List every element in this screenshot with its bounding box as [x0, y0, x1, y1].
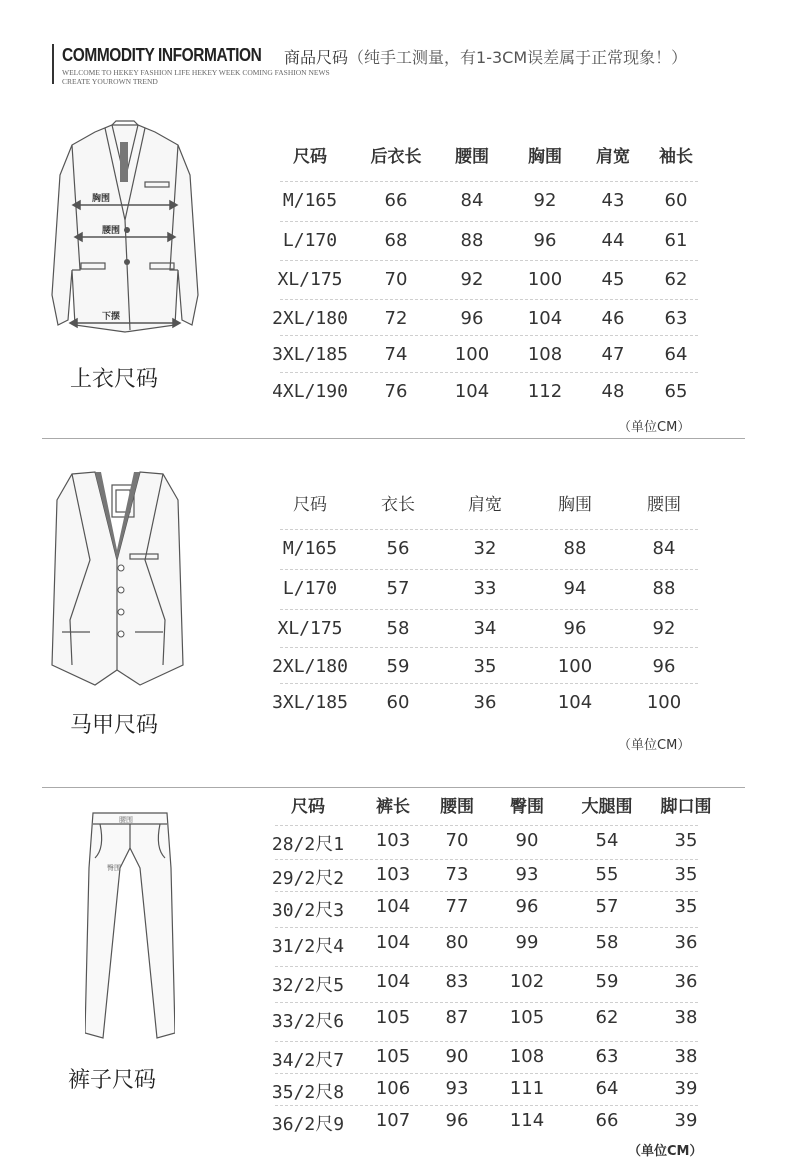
- pants-unit: （单位CM）: [628, 1144, 703, 1159]
- jacket-table-cell: 43: [601, 190, 625, 211]
- table-row-divider: [280, 683, 698, 684]
- jacket-table-cell: 76: [384, 381, 408, 402]
- vest-table-cell: 104: [557, 692, 593, 713]
- jacket-table-cell: 100: [454, 344, 490, 365]
- pants-table-cell: 96: [515, 896, 539, 917]
- table-row-divider: [275, 1073, 698, 1074]
- pants-table-cell: 103: [375, 830, 411, 851]
- vest-table-cell: 60: [386, 692, 410, 713]
- pants-table-cell: 33/2尺6: [271, 1011, 345, 1032]
- table-row-divider: [280, 372, 698, 373]
- pants-header-cell: 裤长: [376, 797, 410, 817]
- table-row-divider: [280, 609, 698, 610]
- pants-table-cell: 38: [674, 1007, 698, 1028]
- vest-unit: （单位CM）: [618, 738, 691, 753]
- jacket-table-cell: 64: [664, 344, 688, 365]
- pants-header-cell: 臀围: [510, 797, 544, 817]
- pants-table-cell: 104: [375, 896, 411, 917]
- pants-table-cell: 66: [595, 1110, 619, 1131]
- pants-table-cell: 58: [595, 932, 619, 953]
- table-row-divider: [275, 825, 698, 826]
- section-divider: [42, 787, 745, 788]
- header-sub-line1: WELCOME TO HEKEY FASHION LIFE HEKEY WEEK COMING FASHION NEWS: [62, 68, 330, 77]
- pants-table-cell: 87: [445, 1007, 469, 1028]
- jacket-table-cell: 3XL/185: [272, 344, 348, 365]
- vest-table-cell: 94: [563, 578, 587, 599]
- vest-table-cell: 3XL/185: [272, 692, 348, 713]
- pants-header-cell: 尺码: [291, 797, 325, 817]
- vest-header-cell: 腰围: [647, 495, 681, 515]
- vest-table-cell: XL/175: [277, 618, 343, 639]
- vest-table-cell: 100: [557, 656, 593, 677]
- jacket-table-cell: 65: [664, 381, 688, 402]
- pants-table-cell: 96: [445, 1110, 469, 1131]
- pants-table-cell: 104: [375, 971, 411, 992]
- vest-table-cell: M/165: [282, 538, 338, 559]
- table-row-divider: [275, 891, 698, 892]
- vest-table-cell: 88: [652, 578, 676, 599]
- jacket-table-cell: 84: [460, 190, 484, 211]
- pants-table-cell: 83: [445, 971, 469, 992]
- pants-table-cell: 35/2尺8: [271, 1082, 345, 1103]
- vest-table-cell: 57: [386, 578, 410, 599]
- pants-table-cell: 80: [445, 932, 469, 953]
- table-row-divider: [280, 181, 698, 182]
- vest-table-cell: 96: [652, 656, 676, 677]
- vest-table-cell: 84: [652, 538, 676, 559]
- pants-table-cell: 28/2尺1: [271, 834, 345, 855]
- pants-table-cell: 29/2尺2: [271, 868, 345, 889]
- jacket-table-cell: 96: [533, 230, 557, 251]
- jacket-table-cell: 47: [601, 344, 625, 365]
- jacket-table-cell: 112: [527, 381, 563, 402]
- jacket-table-cell: 100: [527, 269, 563, 290]
- jacket-unit: （单位CM）: [618, 420, 691, 435]
- vest-table-cell: 33: [473, 578, 497, 599]
- jacket-table-cell: 2XL/180: [272, 308, 348, 329]
- vest-table-cell: 34: [473, 618, 497, 639]
- vest-table-cell: 2XL/180: [272, 656, 348, 677]
- table-row-divider: [275, 1105, 698, 1106]
- jacket-table-cell: 104: [527, 308, 563, 329]
- pants-table-cell: 57: [595, 896, 619, 917]
- table-row-divider: [275, 859, 698, 860]
- vest-size-label: 马甲尺码: [70, 713, 159, 738]
- pants-table-cell: 35: [674, 896, 698, 917]
- jacket-table-cell: 48: [601, 381, 625, 402]
- vest-table-cell: 88: [563, 538, 587, 559]
- pants-table-cell: 30/2尺3: [271, 900, 345, 921]
- jacket-table-cell: 60: [664, 190, 688, 211]
- jacket-illustration: [50, 120, 200, 345]
- pants-header-cell: 脚口围: [660, 797, 712, 817]
- vest-header-cell: 肩宽: [468, 495, 502, 515]
- pants-table-cell: 39: [674, 1078, 698, 1099]
- pants-table-cell: 77: [445, 896, 469, 917]
- header-note: （纯手工测量，有1-3CM误差属于正常现象！）: [348, 48, 688, 67]
- header-title-en: COMMODITY INFORMATION: [62, 45, 262, 65]
- jacket-illus-chest: 胸围: [92, 194, 111, 204]
- jacket-table-cell: 62: [664, 269, 688, 290]
- jacket-table-cell: 46: [601, 308, 625, 329]
- jacket-table-cell: M/165: [282, 190, 338, 211]
- header-title-cn: [284, 45, 687, 68]
- jacket-size-label: 上衣尺码: [70, 367, 159, 392]
- header-sub-line2: CREATE YOUROWN TREND: [62, 77, 158, 86]
- pants-table-cell: 36: [674, 971, 698, 992]
- jacket-table-cell: 92: [533, 190, 557, 211]
- table-row-divider: [275, 1041, 698, 1042]
- jacket-table-cell: 104: [454, 381, 490, 402]
- vest-table-cell: 92: [652, 618, 676, 639]
- jacket-table-cell: 108: [527, 344, 563, 365]
- pants-table-cell: 105: [509, 1007, 545, 1028]
- pants-table-cell: 59: [595, 971, 619, 992]
- table-row-divider: [280, 647, 698, 648]
- jacket-header-cell: 后衣长: [370, 147, 422, 167]
- jacket-illus-waist: 腰围: [102, 226, 121, 236]
- pants-table-cell: 107: [375, 1110, 411, 1131]
- pants-table-cell: 36/2尺9: [271, 1114, 345, 1135]
- vest-table-cell: 32: [473, 538, 497, 559]
- pants-table-cell: 36: [674, 932, 698, 953]
- pants-table-cell: 90: [445, 1046, 469, 1067]
- pants-table-cell: 90: [515, 830, 539, 851]
- pants-header-cell: 大腿围: [581, 797, 633, 817]
- vest-header-cell: 衣长: [381, 495, 415, 515]
- pants-table-cell: 103: [375, 864, 411, 885]
- pants-table-cell: 106: [375, 1078, 411, 1099]
- jacket-table-cell: 92: [460, 269, 484, 290]
- jacket-illus-hem: 下摆: [102, 312, 121, 322]
- pants-illustration: [85, 808, 175, 1043]
- table-row-divider: [280, 299, 698, 300]
- jacket-table-cell: 68: [384, 230, 408, 251]
- jacket-header-cell: 肩宽: [596, 147, 630, 167]
- vest-table-cell: 59: [386, 656, 410, 677]
- pants-table-cell: 104: [375, 932, 411, 953]
- vest-table-cell: 58: [386, 618, 410, 639]
- table-row-divider: [280, 260, 698, 261]
- jacket-table-cell: 70: [384, 269, 408, 290]
- pants-table-cell: 31/2尺4: [271, 936, 345, 957]
- pants-table-cell: 114: [509, 1110, 545, 1131]
- jacket-table-cell: 4XL/190: [272, 381, 348, 402]
- vest-table-cell: L/170: [282, 578, 338, 599]
- pants-table-cell: 32/2尺5: [271, 975, 345, 996]
- pants-table-cell: 35: [674, 864, 698, 885]
- jacket-table-cell: 45: [601, 269, 625, 290]
- pants-table-cell: 70: [445, 830, 469, 851]
- jacket-table-cell: 72: [384, 308, 408, 329]
- pants-table-cell: 105: [375, 1046, 411, 1067]
- vest-table-cell: 96: [563, 618, 587, 639]
- jacket-table-cell: 44: [601, 230, 625, 251]
- vest-table-cell: 100: [646, 692, 682, 713]
- pants-table-cell: 93: [445, 1078, 469, 1099]
- table-row-divider: [280, 529, 698, 530]
- pants-table-cell: 73: [445, 864, 469, 885]
- pants-table-cell: 39: [674, 1110, 698, 1131]
- section-divider: [42, 438, 745, 439]
- pants-table-cell: 35: [674, 830, 698, 851]
- header-subtitle: [62, 68, 330, 86]
- jacket-table-cell: 88: [460, 230, 484, 251]
- pants-table-cell: 62: [595, 1007, 619, 1028]
- jacket-table-cell: 63: [664, 308, 688, 329]
- pants-table-cell: 55: [595, 864, 619, 885]
- vest-illustration: [50, 470, 185, 690]
- table-row-divider: [280, 335, 698, 336]
- pants-illus-waist: 腰围: [119, 816, 133, 824]
- pants-table-cell: 64: [595, 1078, 619, 1099]
- table-row-divider: [275, 927, 698, 928]
- jacket-header-cell: 袖长: [659, 147, 693, 167]
- pants-table-cell: 63: [595, 1046, 619, 1067]
- jacket-table-cell: 96: [460, 308, 484, 329]
- pants-table-cell: 102: [509, 971, 545, 992]
- pants-table-cell: 38: [674, 1046, 698, 1067]
- vest-header-cell: 尺码: [293, 495, 327, 515]
- pants-table-cell: 93: [515, 864, 539, 885]
- header-accent-bar: [52, 44, 54, 84]
- jacket-table-cell: 61: [664, 230, 688, 251]
- jacket-table-cell: XL/175: [277, 269, 343, 290]
- jacket-table-cell: 74: [384, 344, 408, 365]
- table-row-divider: [280, 221, 698, 222]
- vest-table-cell: 36: [473, 692, 497, 713]
- header-title-cn-main: 商品尺码: [284, 48, 349, 67]
- jacket-header-cell: 腰围: [455, 147, 489, 167]
- pants-table-cell: 34/2尺7: [271, 1050, 345, 1071]
- pants-table-cell: 54: [595, 830, 619, 851]
- jacket-table-cell: 66: [384, 190, 408, 211]
- pants-header-cell: 腰围: [440, 797, 474, 817]
- table-row-divider: [275, 966, 698, 967]
- table-row-divider: [280, 569, 698, 570]
- jacket-header-cell: 尺码: [293, 147, 327, 167]
- vest-table-cell: 56: [386, 538, 410, 559]
- pants-table-cell: 99: [515, 932, 539, 953]
- pants-table-cell: 105: [375, 1007, 411, 1028]
- vest-table-cell: 35: [473, 656, 497, 677]
- pants-table-cell: 111: [509, 1078, 545, 1099]
- jacket-header-cell: 胸围: [528, 147, 562, 167]
- table-row-divider: [275, 1002, 698, 1003]
- pants-illus-hip: 臀围: [107, 864, 121, 872]
- jacket-table-cell: L/170: [282, 230, 338, 251]
- vest-header-cell: 胸围: [558, 495, 592, 515]
- pants-size-label: 裤子尺码: [68, 1068, 157, 1093]
- pants-table-cell: 108: [509, 1046, 545, 1067]
